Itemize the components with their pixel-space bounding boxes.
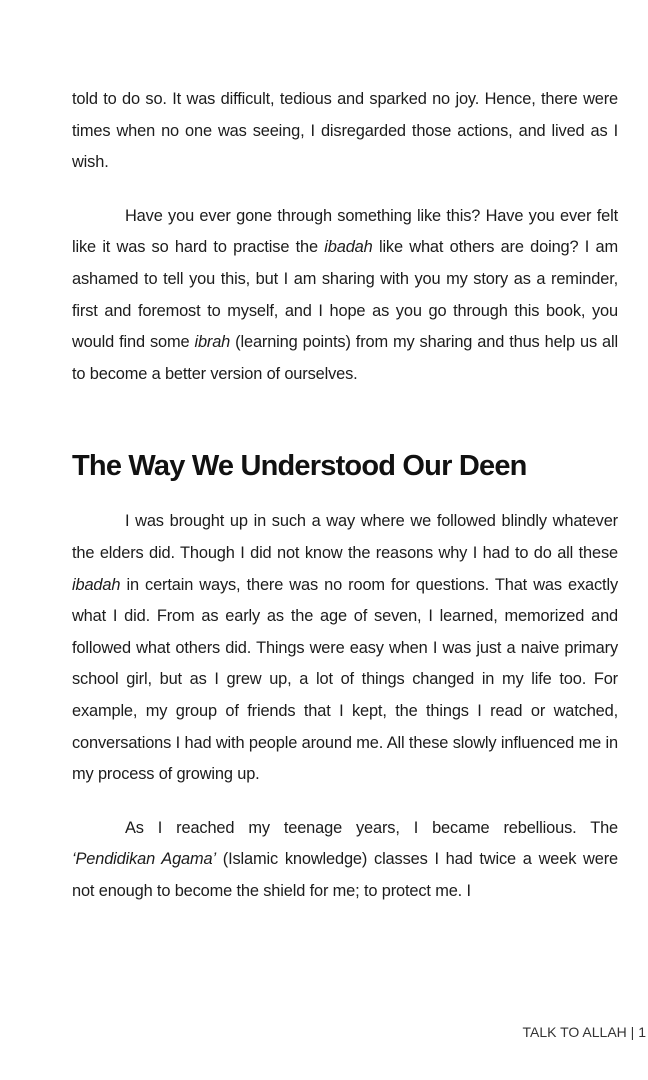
page-footer: TALK TO ALLAH | 1 <box>522 1024 646 1040</box>
italic-term: ibadah <box>324 238 373 257</box>
body-paragraph <box>72 201 618 391</box>
text-run: (Islamic knowledge) classes I had twice a week were not enough to become the shield for me; to protect me. I <box>72 850 618 900</box>
text-run: As I reached my teenage years, I became rebellious. The <box>125 818 618 837</box>
body-paragraph <box>72 84 618 179</box>
italic-term: ‘Pendidikan Agama’ <box>72 850 216 869</box>
body-paragraph <box>72 813 618 908</box>
page-body <box>72 84 618 907</box>
text-run: in certain ways, there was no room for questions. That was exactly what I did. From as early as the age of seven, I learned, memorized and followed what others did. Things were easy when I was just a naive primary school girl, but as I grew up, a lot of things changed in my life too. For example, my group of friends that I kept, the things I read or watched, conversations I had with people around me. All these slowly influenced me in my process of growing up. <box>72 575 618 784</box>
text-run: Have you ever gone through something like this? Have you ever felt like it was so hard to practise the <box>72 206 618 257</box>
text-run: like what others are doing? I am ashamed to tell you this, but I am sharing with you my story as a reminder, first and foremost to myself, and I hope as you go through this book, you would find some <box>72 238 618 352</box>
text-run: I was brought up in such a way where we followed blindly whatever the elders did. Though I did not know the reasons why I had to do all these <box>72 512 618 562</box>
paragraphs-top <box>72 84 618 390</box>
italic-term: ibadah <box>72 575 121 594</box>
text-run: told to do so. It was difficult, tedious and sparked no joy. Hence, there were times when no one was seeing, I disregarded those actions, and lived as I wish. <box>72 90 618 172</box>
text-run: (learning points) from my sharing and thus help us all to become a better version of ourselves. <box>72 333 618 383</box>
section-heading: The Way We Understood Our Deen <box>72 450 527 483</box>
body-paragraph <box>72 506 618 790</box>
paragraphs-bottom <box>72 506 618 907</box>
italic-term: ibrah <box>194 333 231 352</box>
